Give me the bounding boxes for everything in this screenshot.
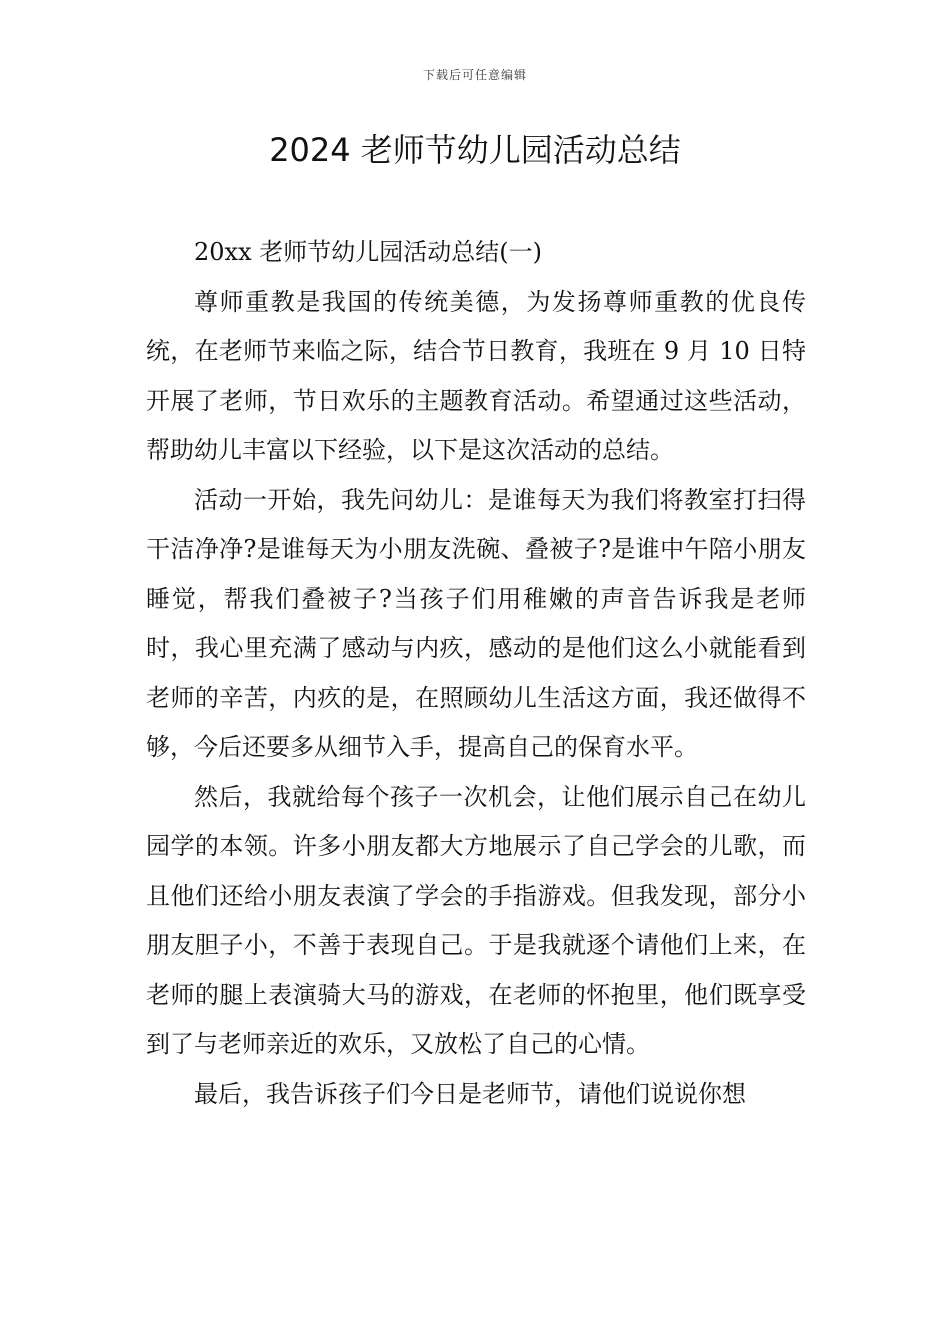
paragraph-2: 活动一开始，我先问幼儿：是谁每天为我们将教室打扫得干洁净净?是谁每天为小朋友洗碗、叠被子?是谁中午陪小朋友睡觉，帮我们叠被子?当孩子们用稚嫩的声音告诉我是老师时，我心里充满了感动与内疚，感动的是他们这么小就能看到老师的辛苦，内疚的是，在照顾幼儿生活这方面，我还做得不够，今后还要多从细节入手，提高自己的保育水平。 xyxy=(146,485,806,761)
paragraph-4: 最后，我告诉孩子们今日是老师节，请他们说说你想 xyxy=(194,1079,746,1108)
section-heading: 20xx 老师节幼儿园活动总结(一) xyxy=(194,238,542,266)
document-title: 2024 老师节幼儿园活动总结 xyxy=(269,131,681,169)
header-note: 下载后可任意编辑 xyxy=(422,68,527,82)
document-body xyxy=(146,228,806,1119)
paragraph-1: 尊师重教是我国的传统美德，为发扬尊师重教的优良传统，在老师节来临之际，结合节日教育，我班在 9 月 10 日特开展了老师，节日欢乐的主题教育活动。希望通过这些活动，帮助幼儿丰富以下经验，以下是这次活动的总结。 xyxy=(146,287,806,464)
paragraph-3: 然后，我就给每个孩子一次机会，让他们展示自己在幼儿园学的本领。许多小朋友都大方地展示了自己学会的儿歌，而且他们还给小朋友表演了学会的手指游戏。但我发现，部分小朋友胆子小，不善于表现自己。于是我就逐个请他们上来，在老师的腿上表演骑大马的游戏，在老师的怀抱里，他们既享受到了与老师亲近的欢乐，又放松了自己的心情。 xyxy=(146,782,806,1058)
